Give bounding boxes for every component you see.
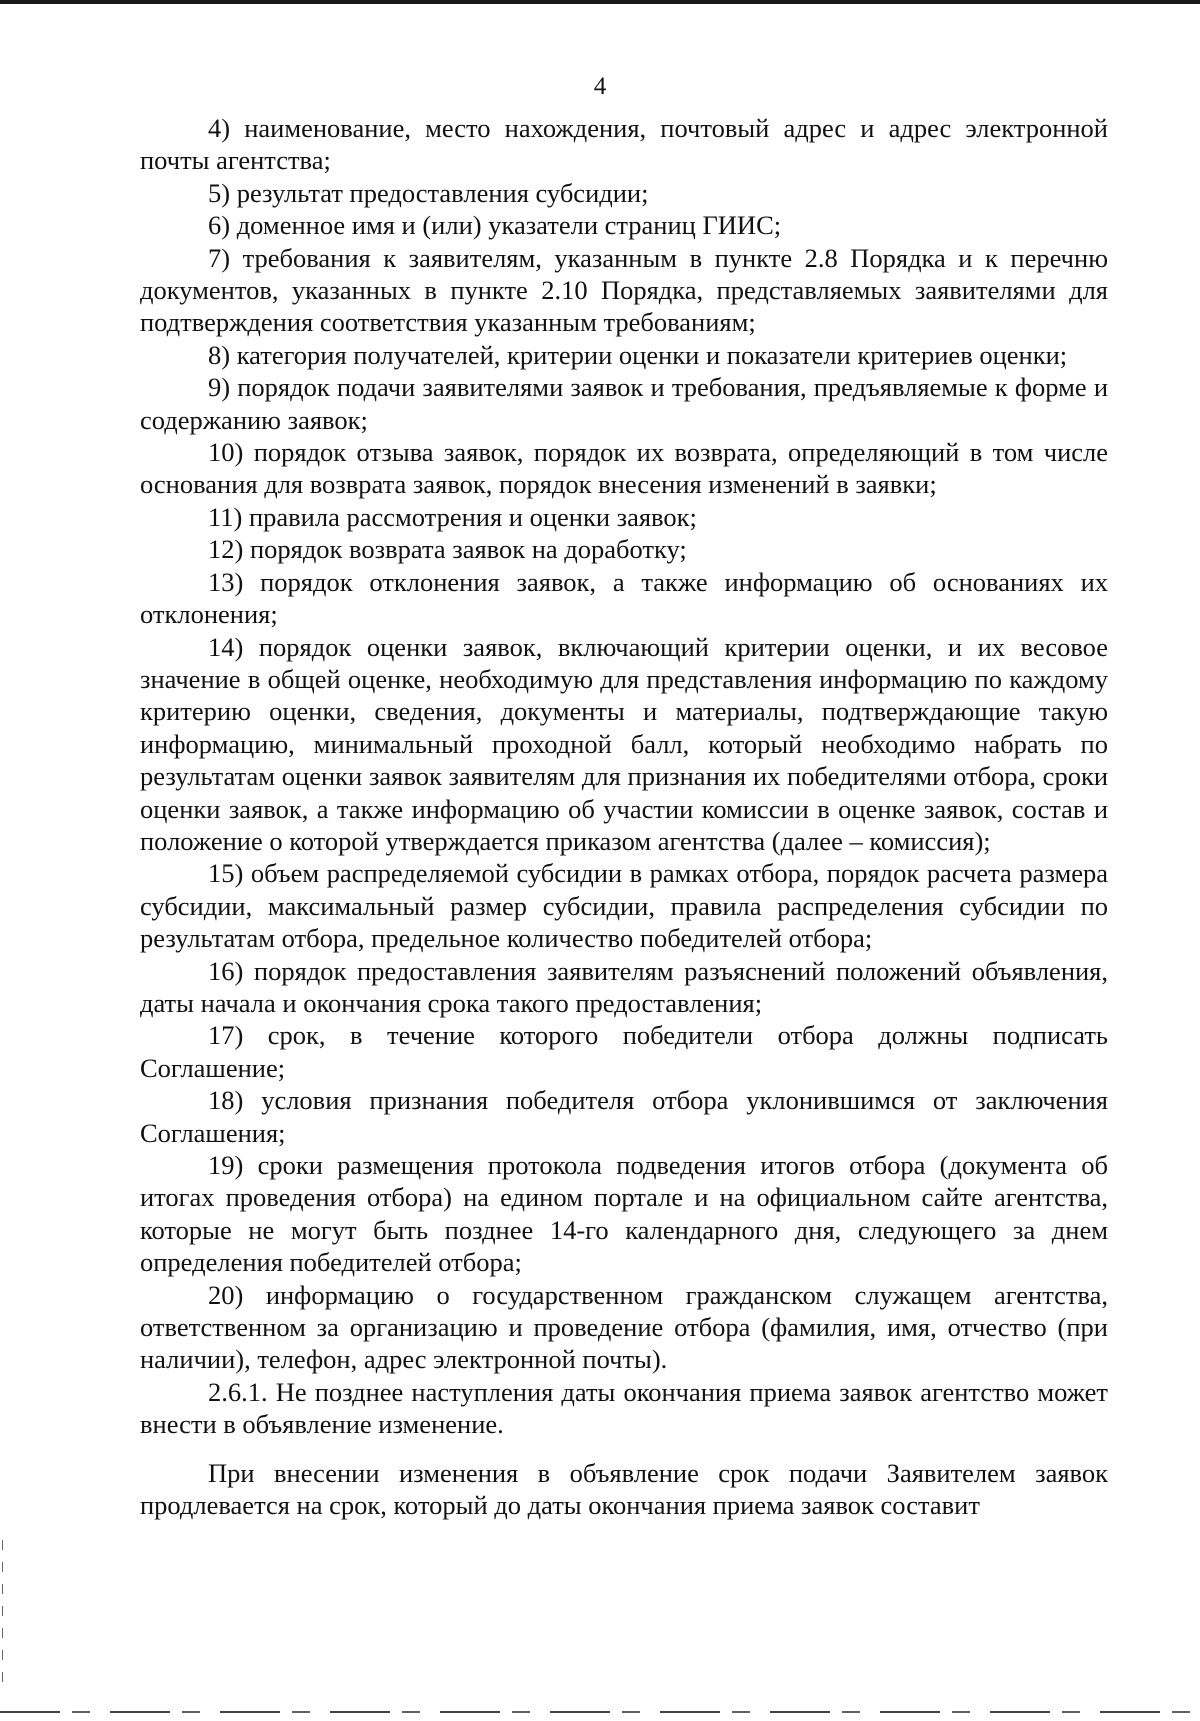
list-item-19: 19) сроки размещения протокола подведения итогов отбора (документа об итогах проведения отбора) на едином портале и на официальном сайте агентства, которые не могут быть позднее 14-го календарного дня, следующего за днем определения победителей отбора; xyxy=(140,1150,1108,1278)
document-body xyxy=(140,112,1108,1521)
list-item-12: 12) порядок возврата заявок на доработку; xyxy=(208,534,687,565)
list-item-18: 18) условия признания победителя отбора уклонившимся от заключения Соглашения; xyxy=(140,1085,1108,1148)
scan-edge-left xyxy=(2,1540,3,1690)
list-item-20: 20) информацию о государственном гражданском служащем агентства, ответственном за организацию и проведение отбора (фамилия, имя, отчество (при наличии), телефон, адрес электронной почты). xyxy=(140,1279,1108,1375)
list-item-17: 17) срок, в течение которого победители отбора должны подписать Соглашение; xyxy=(140,1020,1108,1083)
section-2-6-1: 2.6.1. Не позднее наступления даты окончания приема заявок агентство может внести в объявление изменение. xyxy=(140,1376,1108,1440)
list-item-15: 15) объем распределяемой субсидии в рамках отбора, порядок расчета размера субсидии, максимальный размер субсидии, правила распределения субсидии по результатам отбора, предельное количество победителей отбора; xyxy=(140,858,1108,954)
list-item-6: 6) доменное имя и (или) указатели страниц ГИИС; xyxy=(208,210,782,241)
list-item-16: 16) порядок предоставления заявителям разъяснений положений объявления, даты начала и окончания срока такого предоставления; xyxy=(140,955,1108,1018)
list-item-4: 4) наименование, место нахождения, почтовый адрес и адрес электронной почты агентства; xyxy=(140,113,1108,176)
list-item-5: 5) результат предоставления субсидии; xyxy=(208,177,649,208)
list-item-9: 9) порядок подачи заявителями заявок и требования, предъявляемые к форме и содержанию заявок; xyxy=(140,372,1108,435)
list-item-10: 10) порядок отзыва заявок, порядок их возврата, определяющий в том числе основания для возврата заявок, порядок внесения изменений в заявки; xyxy=(140,437,1108,500)
list-item-7: 7) требования к заявителям, указанным в пункте 2.8 Порядка и к перечню документов, указанных в пункте 2.10 Порядка, представляемых заявителями для подтверждения соответствия указанным требованиям; xyxy=(140,242,1108,338)
list-item-8: 8) категория получателей, критерии оценки и показатели критериев оценки; xyxy=(208,339,1068,370)
list-item-14: 14) порядок оценки заявок, включающий критерии оценки, и их весовое значение в общей оценке, необходимую для представления информацию по каждому критерию оценки, сведения, документы и материалы, подтверждающие такую информацию, минимальный проходной балл, который необходимо набрать по результатам оценки заявок заявителям для признания их победителями отбора, сроки оценки заявок, а также информацию об участии комиссии в оценке заявок, состав и положение о которой утверждается приказом агентства (далее – комиссия); xyxy=(140,631,1108,856)
scan-edge-top xyxy=(0,0,1200,4)
list-item-11: 11) правила рассмотрения и оценки заявок; xyxy=(208,501,697,532)
scan-edge-bottom xyxy=(0,1711,1200,1713)
paragraph-deadline-extension: При внесении изменения в объявление срок подачи Заявителем заявок продлевается на срок, который до даты окончания приема заявок составит xyxy=(140,1457,1108,1521)
page-number: 4 xyxy=(593,73,607,100)
list-item-13: 13) порядок отклонения заявок, а также информацию об основаниях их отклонения; xyxy=(140,566,1108,630)
